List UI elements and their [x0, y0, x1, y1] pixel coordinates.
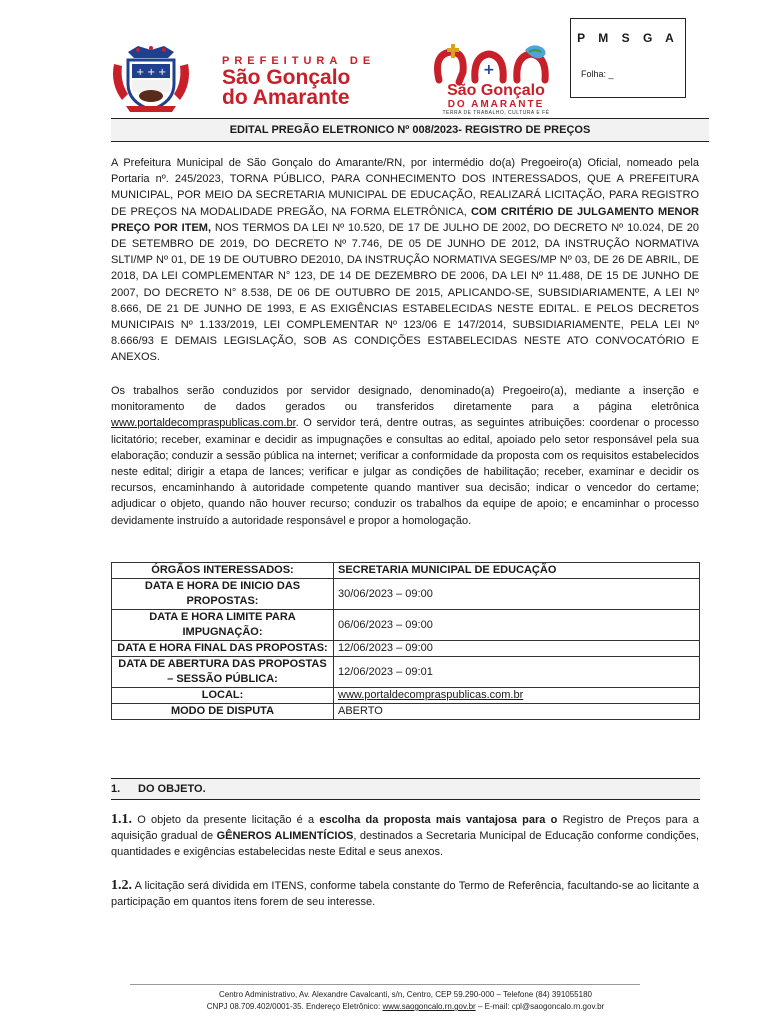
- info-label: MODO DE DISPUTA: [112, 704, 334, 720]
- edital-title: EDITAL PREGÃO ELETRONICO Nº 008/2023- REGISTRO DE PREÇOS: [229, 124, 591, 136]
- footer-divider: [130, 984, 640, 985]
- clause-1-2: [111, 878, 699, 910]
- edital-title-bar: [111, 118, 709, 142]
- pmsga-title: P M S G A: [577, 31, 679, 45]
- info-table-row: [112, 641, 700, 657]
- clause-1-2-text: A licitação será dividida em ITENS, conforme tabela constante do Termo de Referência, facultando-se ao licitante a participação em quantos itens forem de seu interesse.: [111, 880, 699, 909]
- brand-tagline: TERRA DE TRABALHO, CULTURA E FÉ: [442, 110, 550, 116]
- prefeitura-label: PREFEITURA DE: [222, 55, 376, 67]
- svg-text:+: +: [158, 67, 167, 78]
- works-paragraph: [111, 383, 699, 529]
- footer-cnpj: CNPJ 08.709.402/0001-35. Endereço Eletrônico:: [206, 1002, 381, 1011]
- clause-1-1-text-1: O objeto da presente licitação é a: [137, 814, 315, 826]
- city-name-line2: do Amarante: [222, 86, 350, 109]
- footer-address: Centro Administrativo, Av. Alexandre Cavalcanti, s/n, Centro, CEP 59.290-000 – Telefone (84) 391055180: [219, 990, 592, 999]
- clause-1-2-number: 1.2.: [111, 878, 132, 893]
- info-value: 06/06/2023 – 09:00: [334, 610, 700, 641]
- brand-line1: São Gonçalo: [447, 82, 545, 99]
- info-label: DATA E HORA DE INICIO DAS PROPOSTAS:: [112, 579, 334, 610]
- info-label: DATA E HORA FINAL DAS PROPOSTAS:: [112, 641, 334, 657]
- svg-text:+: +: [136, 67, 145, 78]
- intro-text-1: A Prefeitura Municipal de São Gonçalo do Amarante/RN, por intermédio do(a) Pregoeiro(a) Oficial, nomeado pela Portaria nº. 245/2023, TORNA PÚBLICO, PARA CONHECIMENTO DOS INTERESSADOS, QUE A PREFEITURA MUNICIPAL, POR MEIO DA SECRETARIA MUNICIPAL DE EDUCAÇÃO, REALIZARÁ LICITAÇÃO, PARA REGISTRO DE PREÇOS NA MODALIDADE PREGÃO, NA FORMA ELETRÔNICA,: [111, 157, 699, 218]
- section-1-bar: [111, 778, 700, 800]
- clause-1-1-bold-2: GÊNEROS ALIMENTÍCIOS: [216, 830, 354, 843]
- info-value: ABERTO: [334, 704, 700, 720]
- info-value: SECRETARIA MUNICIPAL DE EDUCAÇÃO: [334, 563, 700, 579]
- brand-line2: DO AMARANTE: [447, 99, 545, 110]
- info-table-row: [112, 563, 700, 579]
- prefeitura-city-name: [222, 68, 350, 108]
- works-text-2: . O servidor terá, dentre outras, as seguintes atribuições: coordenar o processo licitatório; receber, examinar e decidir as impugnações e consultas ao edital, apoiado pelo setor responsável pela sua elaboração; conduzir a sessão pública na internet; verificar a conformidade da proposta com os requisitos estabelecidos neste edital; dirigir a etapa de lances; verificar e julgar as condições de habilitação; receber, examinar e decidir os recursos, encaminhando à autoridade competente quando mantiver sua decisão; indicar o vencedor do certame; adjudicar o objeto, quando não houver recurso; conduzir os trabalhos da equipe de apoio; e encaminhar o processo devidamente instruído a autoridade responsável e propor a homologação.: [111, 417, 699, 527]
- info-label: DATA DE ABERTURA DAS PROPOSTAS – SESSÃO PÚBLICA:: [112, 657, 334, 688]
- clause-1-1-text-2: Registro de Preços para a aquisição gradual de: [111, 814, 700, 843]
- info-value: 12/06/2023 – 09:00: [334, 641, 700, 657]
- clause-1-1-bold-1: escolha da proposta mais vantajosa para o: [319, 814, 558, 826]
- footer-contact: [111, 1002, 700, 1011]
- info-table-row: [112, 704, 700, 720]
- city-name-line1: São Gonçalo: [222, 66, 351, 89]
- info-label: LOCAL:: [112, 688, 334, 704]
- portal-link[interactable]: www.portaldecompraspublicas.com.br: [111, 417, 296, 430]
- svg-text:+: +: [483, 62, 495, 78]
- footer-website-link[interactable]: www.saogoncalo.rn.gov.br: [382, 1002, 476, 1011]
- intro-text-2: NOS TERMOS DA LEI Nº 10.520, DE 17 DE JULHO DE 2002, DO DECRETO Nº 10.024, DE 20 DE SETEMBRO DE 2019, DO DECRETO Nº 7.746, DE 05 DE JUNHO DE 2012, DA INSTRUÇÃO NORMATIVA SLTI/MP Nº 01, DE 19 DE OUTUBRO DE2010, DA INSTRUÇÃO NORMATIVA SEGES/MP Nº 03, DE 26 DE ABRIL, DE 2018, DA LEI COMPLEMENTAR N° 123, DE 14 DE DEZEMBRO DE 2006, DA LEI Nº 11.488, DE 15 DE JUNHO DE 2007, DO DECRETO N° 8.538, DE 06 DE OUTUBRO DE 2015, APLICANDO-SE, SUBSIDIARIAMENTE, A LEI Nº 8.666, DE 21 DE JUNHO DE 1993, E AS EXIGÊNCIAS ESTABELECIDAS NESTE EDITAL. E PELOS DECRETOS MUNICIPAIS Nº 1.133/2019, LEI COMPLEMENTAR Nº 123/06 E 147/2014, SUBSIDIARIAMENTE, PELA LEI Nº 8.666/93 E DEMAIS LEGISLAÇÃO, SOB AS CONDIÇÕES ESTABELECIDAS NESTE ATO CONVOCATÓRIO E ANEXOS.: [111, 221, 700, 364]
- info-value: 12/06/2023 – 09:01: [334, 657, 700, 688]
- info-table-row: [112, 688, 700, 704]
- info-label: ÓRGÃOS INTERESSADOS:: [112, 563, 334, 579]
- pmsga-stamp-box: [570, 18, 686, 98]
- city-brand-text: [428, 83, 564, 116]
- section-1-title: DO OBJETO.: [138, 783, 206, 795]
- section-1-number: 1.: [111, 783, 121, 795]
- municipal-crest-logo: [108, 44, 194, 114]
- info-value: 30/06/2023 – 09:00: [334, 579, 700, 610]
- footer-email: – E-mail: cpl@saogoncalo.rn.gov.br: [477, 1002, 605, 1011]
- intro-bold-criterion: COM CRITÉRIO DE JULGAMENTO MENOR PREÇO POR ITEM,: [111, 205, 699, 234]
- info-value[interactable]: www.portaldecompraspublicas.com.br: [334, 688, 700, 704]
- info-table-row: [112, 610, 700, 641]
- clause-1-1-number: 1.1.: [111, 812, 132, 827]
- info-label: DATA E HORA LIMITE PARA IMPUGNAÇÃO:: [112, 610, 334, 641]
- folha-field: Folha: _: [581, 69, 614, 79]
- svg-text:+: +: [147, 67, 156, 78]
- intro-paragraph: [111, 155, 699, 366]
- works-text-1: Os trabalhos serão conduzidos por servidor designado, denominado(a) Pregoeiro(a), mediante a inserção e monitoramento de dados gerados ou transferidos diretamente para a página eletrônica: [111, 385, 699, 414]
- info-table-row: [112, 579, 700, 610]
- clause-1-1: [111, 812, 699, 861]
- info-table: [111, 562, 700, 720]
- info-table-row: [112, 657, 700, 688]
- clause-1-1-text-3: , destinados a Secretaria Municipal de Educação conforme condições, quantidades e exigências estabelecidas neste Edital e seus anexos.: [111, 830, 700, 859]
